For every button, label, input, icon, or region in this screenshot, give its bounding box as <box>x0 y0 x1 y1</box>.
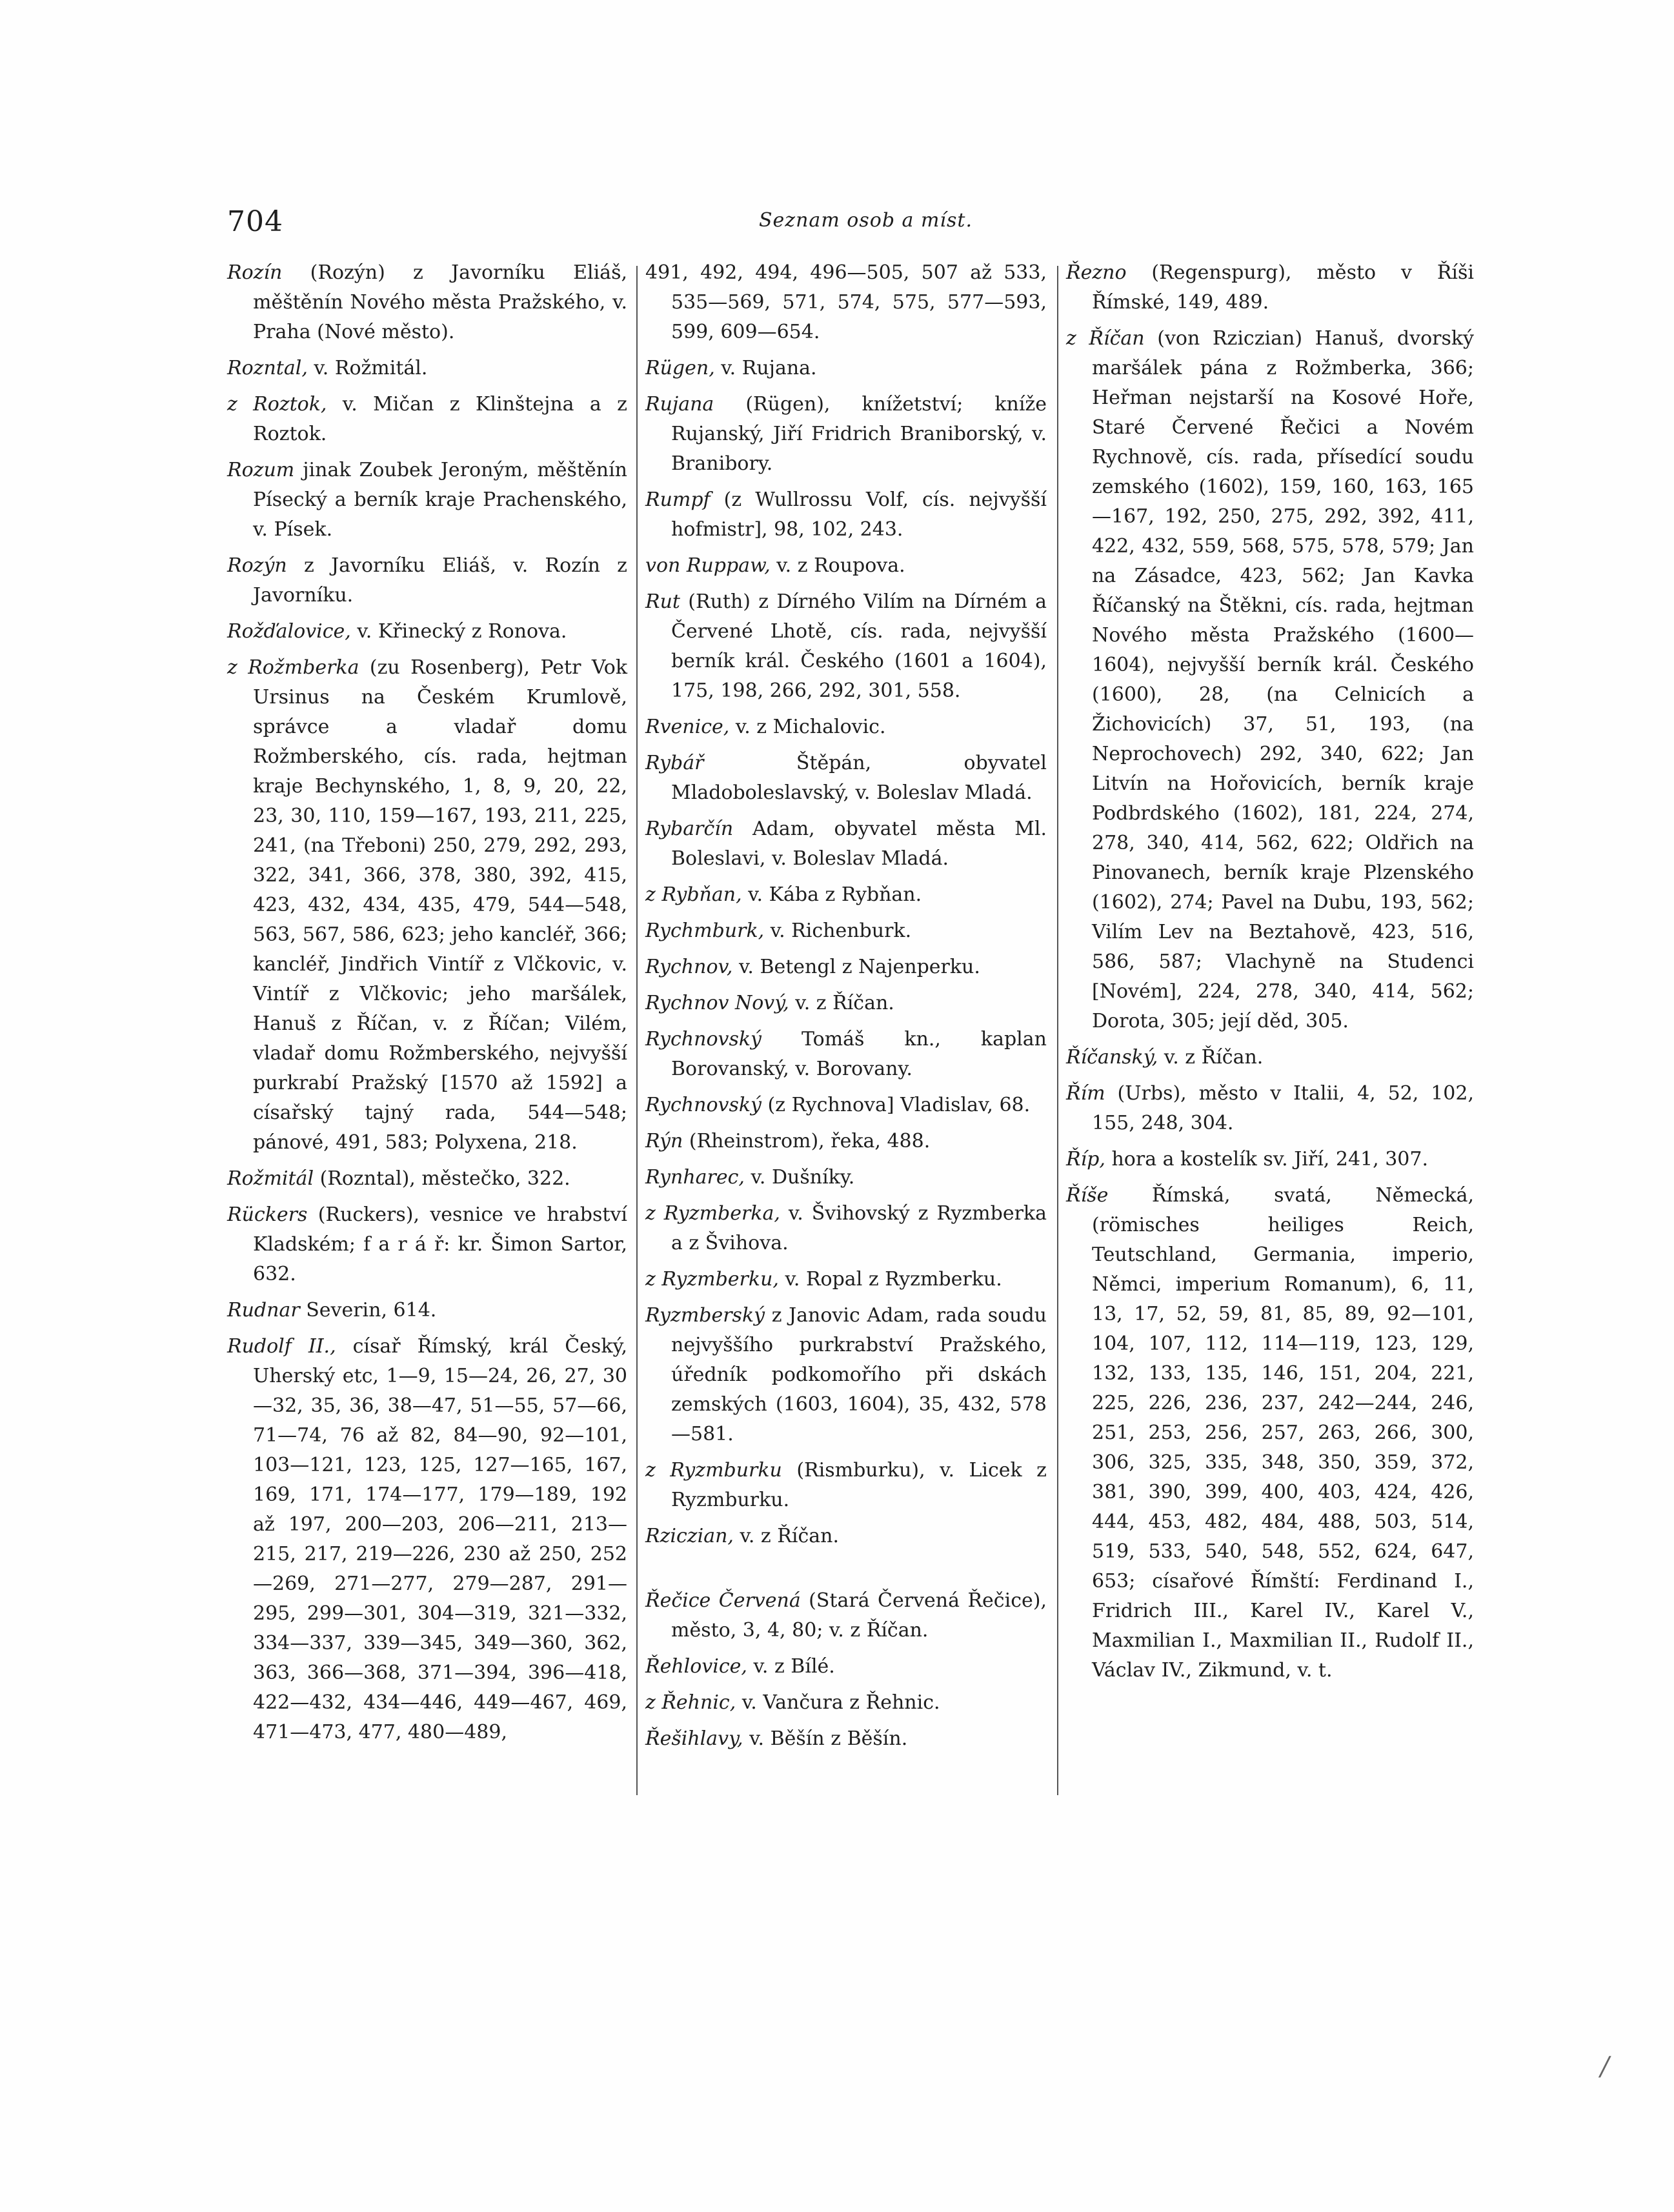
entry-headword: Rozín <box>227 261 283 284</box>
entry-headword: Rybarčín <box>645 818 734 840</box>
index-entry <box>645 1586 1047 1645</box>
entry-headword: Rožďalovice, <box>227 620 351 643</box>
index-entry <box>645 1025 1047 1084</box>
entry-headword: Rozýn <box>227 554 287 577</box>
index-entry <box>227 1332 627 1747</box>
index-entry <box>645 390 1047 479</box>
entry-headword: z Ryzmburku <box>645 1459 782 1482</box>
entry-text: v. Kába z Rybňan. <box>741 883 922 906</box>
entry-headword: Řehlovice, <box>645 1655 747 1678</box>
entry-headword: Rybář <box>645 752 704 774</box>
entry-headword: Rut <box>645 590 680 613</box>
entry-text: (Rozýn) z Javorníku Eliáš, měštěnín Nového města Pražského, v. Praha (Nové město). <box>253 261 627 343</box>
index-entry <box>1066 1043 1474 1072</box>
index-entry <box>645 1127 1047 1156</box>
entry-text: (z Wullrossu Volf, cís. nejvyšší hofmistr], 98, 102, 243. <box>671 488 1047 541</box>
entry-headword: z Rožmberka <box>227 656 359 679</box>
entry-text: Štěpán, obyvatel Mladoboleslavský, v. Boleslav Mladá. <box>671 752 1047 804</box>
entry-headword: Rozntal, <box>227 357 308 379</box>
entry-text: v. z Říčan. <box>789 992 894 1014</box>
entry-text: v. z Bílé. <box>747 1655 835 1678</box>
index-entry <box>645 587 1047 706</box>
index-entry <box>227 354 627 383</box>
entry-text: z Janovic Adam, rada soudu nejvyššího purkrabství Pražského, úředník podkomořího při dskách zemských (1603, 1604), 35, 432, 578—581. <box>671 1304 1047 1445</box>
entry-headword: Rychnov Nový, <box>645 992 789 1014</box>
entry-headword: Řezno <box>1066 261 1127 284</box>
entry-text: (Rozntal), městečko, 322. <box>314 1167 570 1190</box>
entry-headword: z Říčan <box>1066 327 1145 350</box>
entry-text: Severin, 614. <box>299 1299 437 1322</box>
stray-mark: / <box>1600 2052 1609 2082</box>
entry-text: v. z Říčan. <box>1158 1046 1264 1069</box>
entry-headword: Rziczian, <box>645 1525 734 1547</box>
entry-headword: z Ryzmberka, <box>645 1202 780 1225</box>
entry-text: (Ruckers), vesnice ve hrabství Kladském; f a r á ř: kr. Šimon Sartor, 632. <box>253 1203 627 1285</box>
index-entry <box>227 1164 627 1194</box>
entry-headword: von Ruppaw, <box>645 554 771 577</box>
index-entry <box>227 456 627 545</box>
entry-text: v. Švihovský z Ryzmberka a z Švihova. <box>671 1202 1047 1254</box>
index-entry <box>645 1456 1047 1515</box>
entry-headword: Rügen, <box>645 357 715 379</box>
index-column-3 <box>1066 258 1474 1692</box>
entry-text: (Urbs), město v Italii, 4, 52, 102, 155, 248, 304. <box>1092 1082 1474 1134</box>
entry-headword: Rychmburk, <box>645 920 765 942</box>
index-entry <box>227 617 627 647</box>
entry-text: v. Křinecký z Ronova. <box>350 620 567 643</box>
index-column-2 <box>645 258 1047 1760</box>
index-entry <box>645 712 1047 742</box>
entry-headword: Rumpf <box>645 488 711 511</box>
entry-text: hora a kostelík sv. Jiří, 241, 307. <box>1105 1148 1429 1171</box>
entry-text: Římská, svatá, Německá, (römisches heiliges Reich, Teutschland, Germania, imperio, Němci, imperium Romanum), 6, 11, 13, 17, 52, 59, 81, 85, 89, 92—101, 104, 107, 112, 114—119, 123, 129, 132, 133, 135, 146, 151, 204, 221, 225, 226, 236, 237, 242—244, 246, 251, 253, 256, 257, 263, 266, 300, 306, 325, 335, 348, 350, 359, 372, 381, 390, 399, 400, 403, 424, 426, 444, 453, 482, 484, 488, 503, 514, 519, 533, 540, 548, 552, 624, 647, 653; císařové Římští: Ferdinand I., Fridrich III., Karel IV., Karel V., Maxmilian I., Maxmilian II., Rudolf II., Václav IV., Zikmund, v. t. <box>1092 1184 1474 1682</box>
entry-text: (Rügen), knížetství; kníže Rujanský, Jiří Fridrich Braniborský, v. Branibory. <box>671 393 1047 475</box>
index-entry <box>645 485 1047 545</box>
entry-headword: z Řehnic, <box>645 1691 736 1714</box>
index-entry <box>645 1522 1047 1551</box>
index-entry <box>645 1301 1047 1449</box>
entry-text: 491, 492, 494, 496—505, 507 až 533, 535—569, 571, 574, 575, 577—593, 599, 609—654. <box>645 261 1047 343</box>
entry-text: v. Rujana. <box>714 357 817 379</box>
entry-headword: Rychnov, <box>645 956 733 978</box>
entry-headword: Rožmitál <box>227 1167 314 1190</box>
entry-headword: Ryzmberský <box>645 1304 765 1327</box>
entry-headword: Rudolf II., <box>227 1335 336 1358</box>
index-entry <box>645 1265 1047 1294</box>
index-entry <box>227 258 627 347</box>
entry-headword: Rychnovský <box>645 1094 761 1116</box>
entry-text: v. Betengl z Najenperku. <box>732 956 980 978</box>
entry-text: (von Rziczian) Hanuš, dvorský maršálek pána z Rožmberka, 366; Heřman nejstarší na Kosové Hoře, Staré Červené Řečici a Novém Rychnově, cís. rada, přísedící soudu zemského (1602), 159, 160, 163, 165—167, 192, 250, 275, 292, 392, 411, 422, 432, 559, 568, 575, 578, 579; Jan na Zásadce, 423, 562; Jan Kavka Říčanský na Štěkni, cís. rada, hejtman Nového města Pražského (1600—1604), nejvyšší berník král. Českého (1600), 28, (na Celnicích a Žichovicích) 37, 51, 193, (na Neprochovech) 292, 340, 622; Jan Litvín na Hořovicích, berník kraje Podbrdského (1602), 181, 224, 274, 278, 340, 414, 562, 622; Oldřich na Pinovanech, berník kraje Plzenského (1602), 274; Pavel na Dubu, 193, 562; Vilím Lev na Beztahově, 423, 516, 586, 587; Vlachyně na Studenci [Novém], 224, 278, 340, 414, 562; Dorota, 305; její děd, 305. <box>1092 327 1474 1032</box>
entry-headword: Rudnar <box>227 1299 300 1322</box>
entry-text: v. z Říčan. <box>733 1525 840 1547</box>
entry-headword: z Ryzmberku, <box>645 1268 779 1291</box>
entry-headword: Řím <box>1066 1082 1105 1105</box>
section-gap <box>645 1558 1047 1586</box>
entry-text: (Rheinstrom), řeka, 488. <box>683 1130 931 1152</box>
index-entry <box>227 1200 627 1289</box>
index-entry <box>645 880 1047 910</box>
index-column-1 <box>227 258 627 1754</box>
entry-text: v. Mičan z Klinštejna a z Roztok. <box>253 393 627 445</box>
running-head: Seznam osob a míst. <box>759 209 973 232</box>
column-rule-left <box>636 266 638 1795</box>
entry-text: (Ruth) z Dírného Vilím na Dírném a Červené Lhotě, cís. rada, nejvyšší berník král. Českého (1601 a 1604), 175, 198, 266, 292, 301, 558. <box>671 590 1047 702</box>
entry-text: (Regenspurg), město v Říši Římské, 149, 489. <box>1092 261 1474 314</box>
index-entry <box>645 1091 1047 1120</box>
entry-text: v. Vančura z Řehnic. <box>736 1691 940 1714</box>
index-entry <box>1066 324 1474 1036</box>
entry-headword: Rvenice, <box>645 716 730 738</box>
entry-text: v. Dušníky. <box>744 1166 855 1189</box>
entry-headword: Rýn <box>645 1130 683 1152</box>
entry-text: (Rismburku), v. Licek z Ryzmburku. <box>671 1459 1047 1511</box>
index-entry <box>1066 258 1474 317</box>
entry-text: Adam, obyvatel města Ml. Boleslavi, v. Boleslav Mladá. <box>671 818 1047 870</box>
entry-text: císař Římský, král Český, Uherský etc, 1—9, 15—24, 26, 27, 30—32, 35, 36, 38—47, 51—55, 57—66, 71—74, 76 až 82, 84—90, 92—101, 103—121, 123, 125, 127—165, 167, 169, 171, 174—177, 179—189, 192 až 197, 200—203, 206—211, 213—215, 217, 219—226, 230 až 250, 252—269, 271—277, 279—287, 291—295, 299—301, 304—319, 321—332, 334—337, 339—345, 349—360, 362, 363, 366—368, 371—394, 396—418, 422—432, 434—446, 449—467, 469, 471—473, 477, 480—489, <box>253 1335 627 1744</box>
entry-headword: z Roztok, <box>227 393 327 416</box>
entry-headword: Řečice Červená <box>645 1589 801 1612</box>
index-entry <box>645 354 1047 383</box>
index-entry <box>227 1296 627 1325</box>
index-entry <box>1066 1079 1474 1138</box>
entry-text: Tomáš kn., kaplan Borovanský, v. Borovany. <box>671 1028 1047 1080</box>
index-entry <box>645 989 1047 1018</box>
index-entry <box>645 916 1047 946</box>
entry-text: v. Rožmitál. <box>307 357 428 379</box>
index-entry <box>645 1163 1047 1192</box>
index-entry <box>645 1199 1047 1258</box>
index-entry <box>645 814 1047 874</box>
entry-headword: Řešihlavy, <box>645 1727 743 1750</box>
index-entry <box>645 1724 1047 1754</box>
entry-text: v. z Michalovic. <box>729 716 886 738</box>
entry-headword: Říp, <box>1066 1148 1105 1171</box>
index-entry <box>1066 1181 1474 1685</box>
index-entry <box>645 551 1047 581</box>
entry-headword: Rynharec, <box>645 1166 745 1189</box>
entry-text: v. Běšín z Běšín. <box>743 1727 908 1750</box>
entry-text: v. z Roupova. <box>770 554 905 577</box>
entry-text: v. Richenburk. <box>764 920 912 942</box>
entry-text: (Stará Červená Řečice), město, 3, 4, 80; v. z Říčan. <box>671 1589 1047 1642</box>
entry-headword: Rujana <box>645 393 714 416</box>
entry-text: v. Ropal z Ryzmberku. <box>778 1268 1002 1291</box>
index-entry <box>227 653 627 1158</box>
entry-headword: Rozum <box>227 459 295 481</box>
entry-headword: Rückers <box>227 1203 308 1226</box>
entry-text: (z Rychnova] Vladislav, 68. <box>761 1094 1031 1116</box>
entry-headword: Říše <box>1066 1184 1109 1207</box>
entry-text: (zu Rosenberg), Petr Vok Ursinus na Českém Krumlově, správce a vladař domu Rožmberského, cís. rada, hejtman kraje Bechynského, 1, 8, 9, 20, 22, 23, 30, 110, 159—167, 193, 211, 225, 241, (na Třeboni) 250, 279, 292, 293, 322, 341, 366, 378, 380, 392, 415, 423, 432, 434, 435, 479, 544—548, 563, 567, 586, 623; jeho kancléř, 366; kancléř, Jindřich Vintíř z Vlčkovic, v. Vintíř z Vlčkovic; jeho maršálek, Hanuš z Říčan, v. z Říčan; Vilém, vladař domu Rožmberského, nejvyšší purkrabí Pražský [1570 až 1592] a císařský tajný rada, 544—548; pánové, 491, 583; Polyxena, 218. <box>253 656 628 1154</box>
entry-headword: Rychnovský <box>645 1028 761 1051</box>
index-entry <box>645 258 1047 347</box>
entry-text: z Javorníku Eliáš, v. Rozín z Javorníku. <box>253 554 627 607</box>
index-entry <box>227 390 627 449</box>
index-entry <box>645 1652 1047 1682</box>
entry-text: jinak Zoubek Jeroným, měštěnín Písecký a berník kraje Prachenského, v. Písek. <box>253 459 627 541</box>
entry-headword: z Rybňan, <box>645 883 742 906</box>
index-entry <box>645 952 1047 982</box>
page-number: 704 <box>227 205 283 238</box>
index-entry <box>1066 1145 1474 1174</box>
entry-headword: Říčanský, <box>1066 1046 1158 1069</box>
index-entry <box>227 551 627 610</box>
index-entry <box>645 1688 1047 1718</box>
column-rule-right <box>1057 266 1058 1795</box>
index-entry <box>645 749 1047 808</box>
